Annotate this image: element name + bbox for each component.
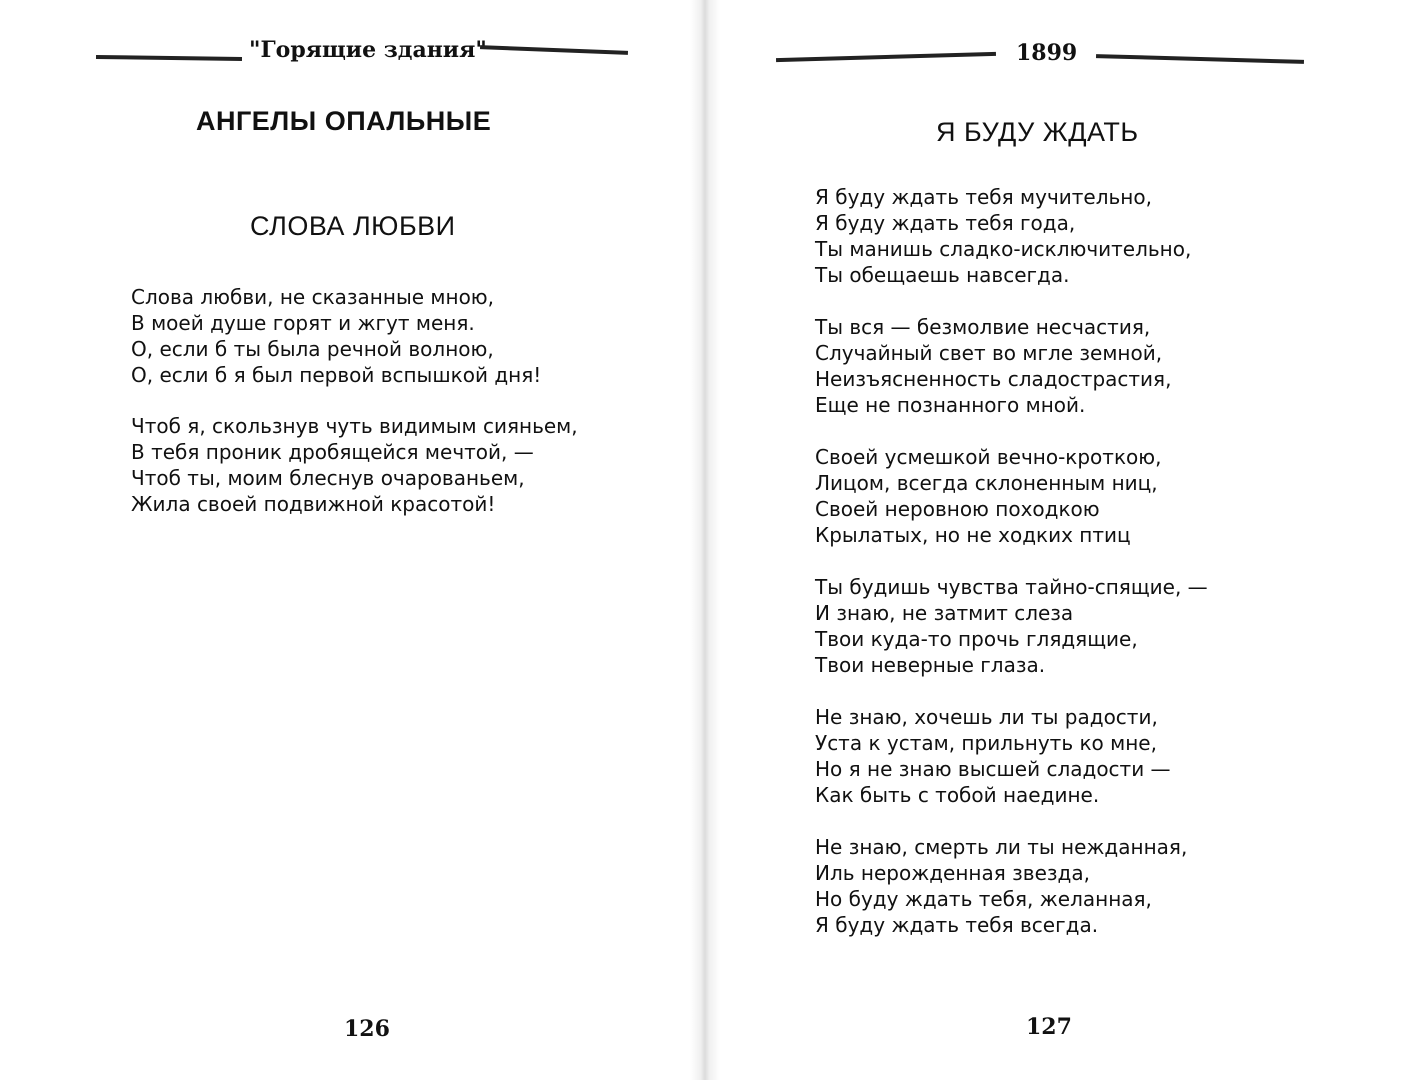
poem-line: Но буду ждать тебя, желанная, bbox=[815, 887, 1152, 911]
left-poem-body bbox=[131, 284, 578, 517]
left-poem-title: СЛОВА ЛЮБВИ bbox=[250, 211, 456, 241]
poem-line: Своей усмешкой вечно-кроткою, bbox=[815, 445, 1162, 469]
poem-line: О, если б я был первой вспышкой дня! bbox=[131, 363, 542, 387]
poem-line: Ты обещаешь навсегда. bbox=[815, 263, 1070, 287]
right-header-rule-left bbox=[776, 52, 996, 62]
poem-line: Чтоб ты, моим блеснув очарованьем, bbox=[131, 466, 525, 490]
right-poem-title: Я БУДУ ЖДАТЬ bbox=[936, 117, 1139, 147]
right-page bbox=[720, 0, 1403, 1080]
poem-line: Ты манишь сладко-исключительно, bbox=[815, 237, 1192, 261]
poem-line: Я буду ждать тебя мучительно, bbox=[815, 185, 1152, 209]
poem-line: Как быть с тобой наедине. bbox=[815, 783, 1100, 807]
poem-line: Случайный свет во мгле земной, bbox=[815, 341, 1163, 365]
right-stanza-5 bbox=[815, 704, 1208, 808]
poem-line: Еще не познанного мной. bbox=[815, 393, 1086, 417]
poem-line: Твои неверные глаза. bbox=[815, 653, 1046, 677]
poem-line: Крылатых, но не ходких птиц bbox=[815, 523, 1131, 547]
left-stanza-1 bbox=[131, 284, 578, 388]
right-stanza-6 bbox=[815, 834, 1208, 938]
poem-line: Ты вся — безмолвие несчастия, bbox=[815, 315, 1151, 339]
right-stanza-1 bbox=[815, 184, 1208, 288]
right-stanza-2 bbox=[815, 314, 1208, 418]
poem-line: Уста к устам, прильнуть ко мне, bbox=[815, 731, 1157, 755]
poem-line: Я буду ждать тебя года, bbox=[815, 211, 1076, 235]
poem-line: Но я не знаю высшей сладости — bbox=[815, 757, 1171, 781]
poem-line: Своей неровною походкою bbox=[815, 497, 1100, 521]
poem-line: Не знаю, смерть ли ты нежданная, bbox=[815, 835, 1188, 859]
section-title: АНГЕЛЫ ОПАЛЬНЫЕ bbox=[196, 106, 492, 136]
book-gutter bbox=[690, 0, 720, 1080]
poem-line: Неизъясненность сладострастия, bbox=[815, 367, 1172, 391]
right-page-number: 127 bbox=[1026, 1014, 1072, 1040]
right-stanza-4 bbox=[815, 574, 1208, 678]
left-header-rule-left bbox=[96, 55, 242, 61]
left-stanza-2 bbox=[131, 413, 578, 517]
left-page-number: 126 bbox=[344, 1016, 390, 1042]
left-running-head: "Горящие здания" bbox=[249, 37, 487, 63]
poem-line: Жила своей подвижной красотой! bbox=[131, 492, 496, 516]
poem-line: Чтоб я, скользнув чуть видимым сияньем, bbox=[131, 414, 578, 438]
left-header-rule-right bbox=[480, 45, 628, 55]
right-poem-body bbox=[815, 184, 1208, 938]
poem-line: Твои куда-то прочь глядящие, bbox=[815, 627, 1138, 651]
poem-line: Ты будишь чувства тайно-спящие, — bbox=[815, 575, 1208, 599]
right-stanza-3 bbox=[815, 444, 1208, 548]
poem-line: Слова любви, не сказанные мною, bbox=[131, 285, 494, 309]
poem-line: Лицом, всегда склоненным ниц, bbox=[815, 471, 1158, 495]
poem-line: Я буду ждать тебя всегда. bbox=[815, 913, 1099, 937]
poem-line: О, если б ты была речной волною, bbox=[131, 337, 494, 361]
left-page bbox=[0, 0, 690, 1080]
poem-line: Не знаю, хочешь ли ты радости, bbox=[815, 705, 1158, 729]
right-header-rule-right bbox=[1096, 54, 1304, 64]
right-running-head: 1899 bbox=[1016, 40, 1078, 66]
poem-line: В тебя проник дробящейся мечтой, — bbox=[131, 440, 534, 464]
poem-line: Иль нерожденная звезда, bbox=[815, 861, 1090, 885]
poem-line: В моей душе горят и жгут меня. bbox=[131, 311, 475, 335]
poem-line: И знаю, не затмит слеза bbox=[815, 601, 1074, 625]
